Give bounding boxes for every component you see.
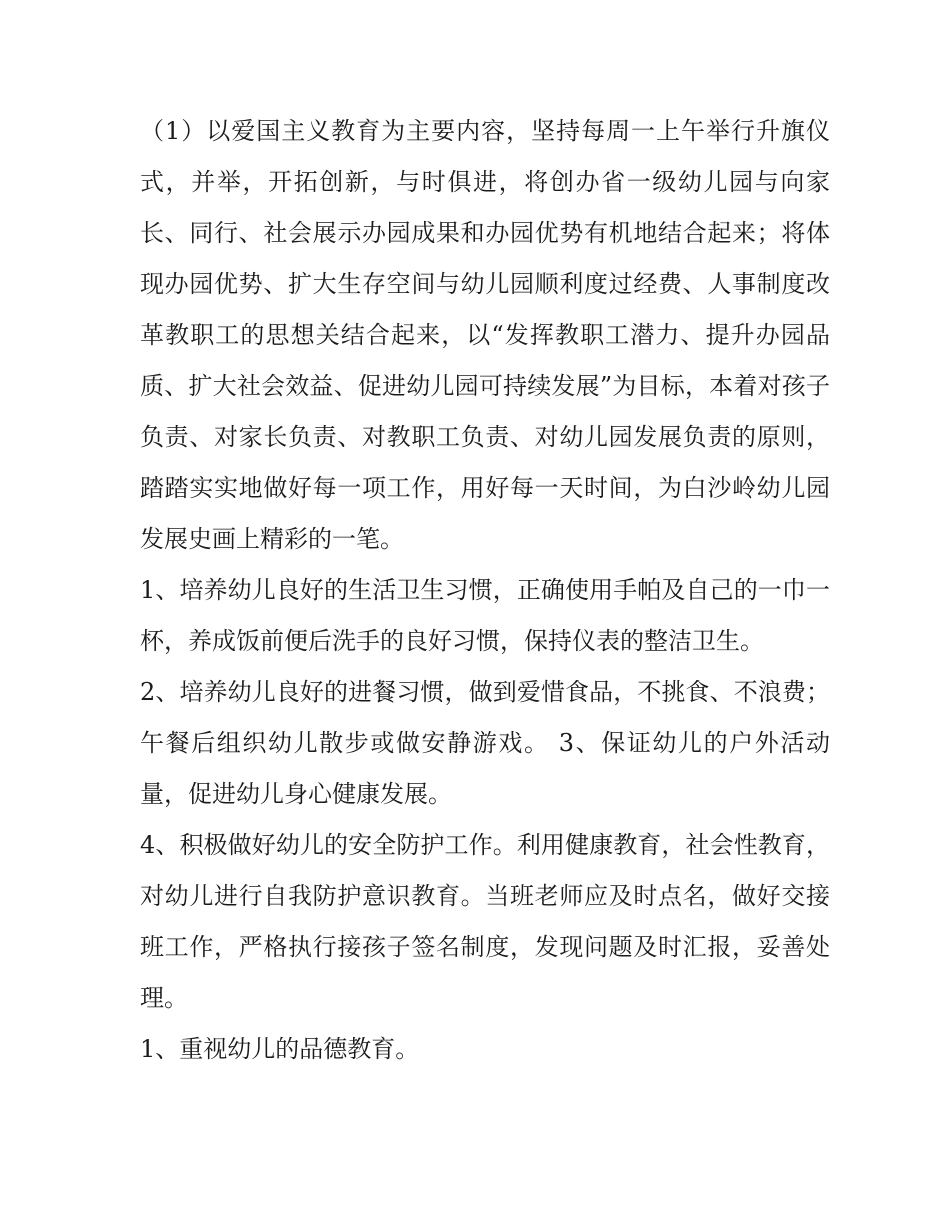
- paragraph-hygiene-habits: 1、培养幼儿良好的生活卫生习惯，正确使用手帕及自己的一巾一杯，养成饭前便后洗手的良好习惯，保持仪表的整洁卫生。: [140, 576, 830, 655]
- document-body: [140, 106, 830, 1075]
- paragraph-moral-education: 1、重视幼儿的品德教育。: [140, 1035, 420, 1063]
- paragraph-safety-protection: 4、积极做好幼儿的安全防护工作。利用健康教育，社会性教育，对幼儿进行自我防护意识教育。当班老师应及时点名，做好交接班工作，严格执行接孩子签名制度，发现问题及时汇报，妥善处理。: [140, 831, 830, 1012]
- paragraph-dining-habits: 2、培养幼儿良好的进餐习惯，做到爱惜食品，不挑食、不浪费；午餐后组织幼儿散步或做安静游戏。 3、保证幼儿的户外活动量，促进幼儿身心健康发展。: [140, 678, 830, 808]
- paragraph-patriotic-education: （1）以爱国主义教育为主要内容，坚持每周一上午举行升旗仪式，并举，开拓创新，与时俱进，将创办省一级幼儿园与向家长、同行、社会展示办园成果和办园优势有机地结合起来；将体现办园优势、扩大生存空间与幼儿园顺利度过经费、人事制度改革教职工的思想关结合起来，以“发挥教职工潜力、提升办园品质、扩大社会效益、促进幼儿园可持续发展”为目标，本着对孩子负责、对家长负责、对教职工负责、对幼儿园发展负责的原则，踏踏实实地做好每一项工作，用好每一天时间，为白沙岭幼儿园发展史画上精彩的一笔。: [140, 117, 830, 553]
